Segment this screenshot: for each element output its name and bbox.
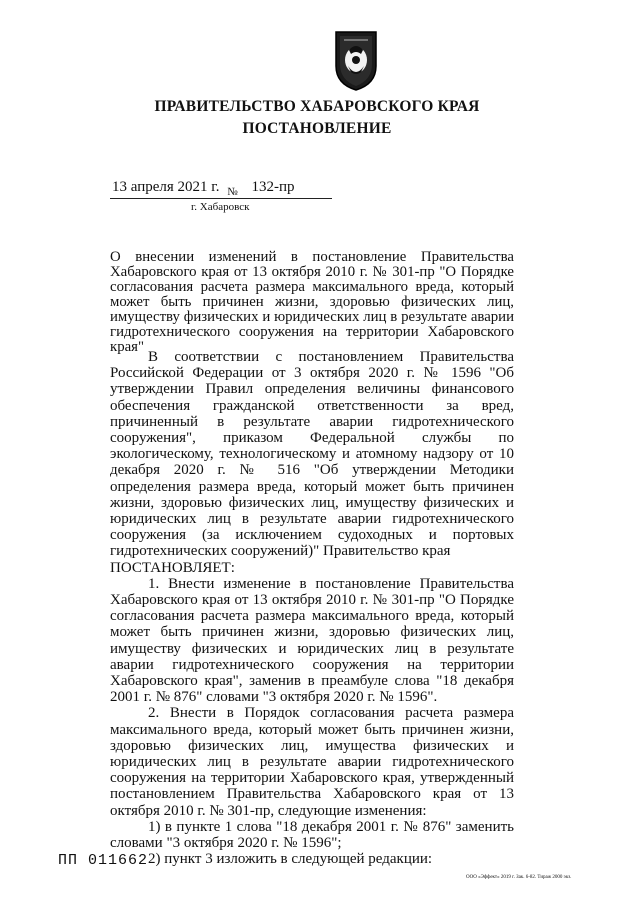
government-title: ПРАВИТЕЛЬСТВО ХАБАРОВСКОГО КРАЯ [154,98,480,115]
document-city: г. Хабаровск [191,201,250,213]
item-2-paragraph: 2. Внести в Порядок согласования расчета размера максимального вреда, который может быть причинен жизни, здоровью физических лиц, имущества физических и юридических лиц в результате аварии гидротехнического сооружения на территории Хабаровского края, утвержденный постановлением Правительства Хабаровского края от 13 октября 2010 г. № 301-пр, следующие изменения: [110,705,514,819]
date-underline [110,198,332,199]
item-2-subitem-1: 1) в пункте 1 слова "18 декабря 2001 г. № 876" заменить словами "3 октября 2020 г. № 1596"; [110,818,514,852]
form-serial-code: ПП 011662 [58,852,149,869]
document-date-number-line [112,179,295,198]
khabarovsk-coat-of-arms-icon [330,26,382,92]
printer-imprint: ООО «Эффект» 2019 г. Зак. 6-82. Тираж 2000 экз. [466,875,572,880]
item-1-paragraph: 1. Внести изменение в постановление Правительства Хабаровского края от 13 октября 2010 г. № 301-пр "О Порядке согласования расчета размера максимального вреда, который может быть причинен жизни, здоровью физических лиц, имуществу физических и юридических лиц в результате аварии гидротехнического сооружения на территории Хабаровского края", заменив в преамбуле слова "18 декабря 2001 г. № 876" словами "3 октября 2020 г. № 1596". [110,575,514,706]
document-type-title: ПОСТАНОВЛЕНИЕ [242,120,392,137]
document-body [110,349,514,868]
item-2-subitem-2: 2) пункт 3 изложить в следующей редакции: [148,851,433,868]
document-subject: О внесении изменений в постановление Правительства Хабаровского края от 13 октября 2010 г. № 301-пр "О Порядке согласования расчета размера максимального вреда, который может быть причинен жизни, здоровью физических лиц, имуществу физических и юридических лиц в результате аварии гидротехнического сооружения на территории Хабаровского края" [110,249,514,355]
preamble-paragraph: В соответствии с постановлением Правительства Российской Федерации от 3 октября 2020 г. № 1596 "Об утверждении Правил определения величины финансового обеспечения гражданской ответственности за вред, причиненный в результате аварии гидротехнического сооружения", приказом Федеральной службы по экологическому, технологическому и атомному надзору от 10 декабря 2020 г. № 516 "Об утверждении Методики определения размера вреда, который может быть причинен жизни, здоровью физических лиц, имуществу физических и юридических лиц в результате аварии гидротехнического сооружения (за исключением судоходных и портовых гидротехнических сооружений)" Правительство края [110,349,514,560]
number-sign: № [227,186,238,198]
resolves-heading: ПОСТАНОВЛЯЕТ: [110,559,235,576]
document-number: 132-пр [251,179,295,195]
document-date: 13 апреля 2021 г. [112,179,220,195]
